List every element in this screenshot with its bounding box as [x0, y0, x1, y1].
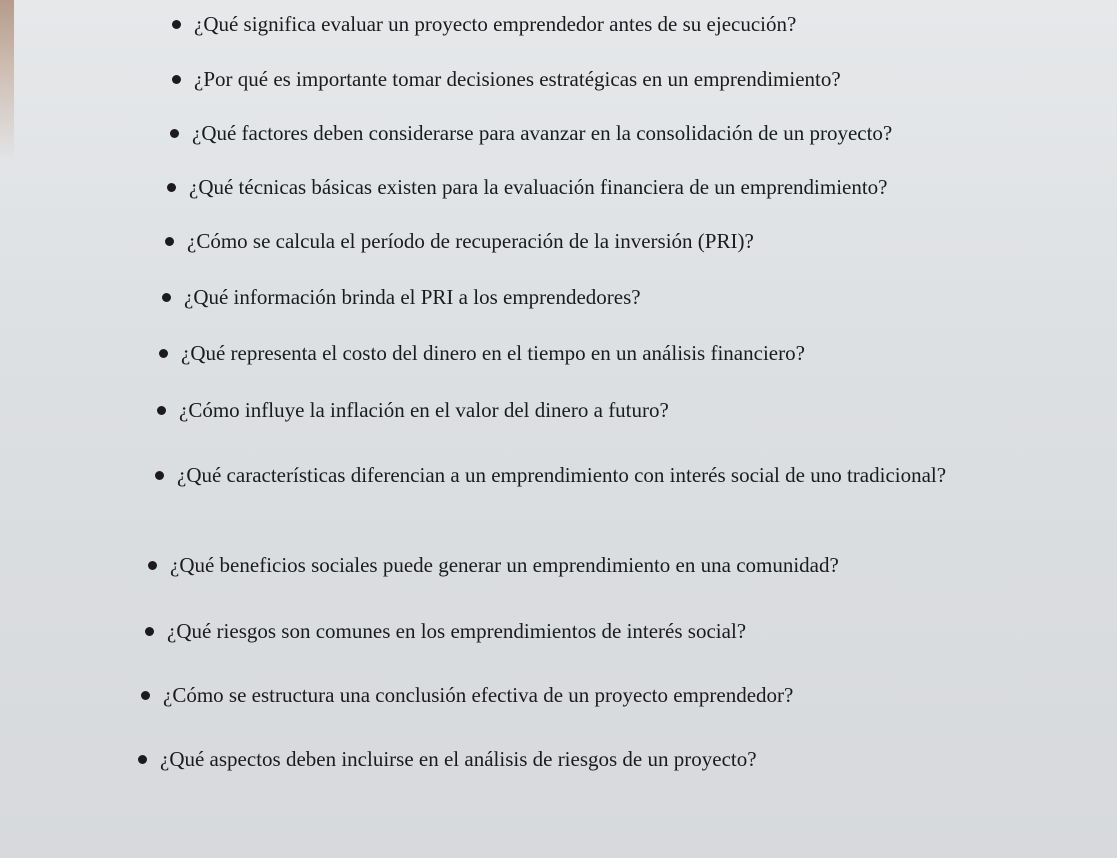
question-text: ¿Qué aspectos deben incluirse en el análisis de riesgos de un proyecto?	[160, 747, 757, 771]
question-text: ¿Qué técnicas básicas existen para la evaluación financiera de un emprendimiento?	[189, 175, 888, 199]
page-edge-shadow	[0, 0, 14, 160]
question-item	[141, 683, 793, 707]
question-text: ¿Qué representa el costo del dinero en el tiempo en un análisis financiero?	[181, 341, 805, 365]
bullet-dot-icon	[159, 349, 168, 358]
question-item	[162, 285, 641, 309]
bullet-dot-icon	[172, 75, 181, 84]
question-item	[172, 12, 796, 36]
bullet-dot-icon	[155, 471, 164, 480]
bullet-dot-icon	[138, 755, 147, 764]
question-text: ¿Cómo se estructura una conclusión efectiva de un proyecto emprendedor?	[163, 683, 794, 707]
question-item	[165, 229, 754, 253]
bullet-dot-icon	[141, 691, 150, 700]
question-text: ¿Qué riesgos son comunes en los emprendimientos de interés social?	[167, 619, 747, 643]
question-item	[172, 67, 841, 91]
question-text: ¿Qué características diferencian a un emprendimiento con interés social de uno tradicional?	[177, 463, 947, 487]
bullet-dot-icon	[148, 561, 157, 570]
question-item	[148, 553, 839, 577]
question-item	[145, 619, 746, 643]
question-item	[138, 747, 757, 771]
question-text: ¿Qué información brinda el PRI a los emprendedores?	[184, 285, 641, 309]
bullet-dot-icon	[145, 627, 154, 636]
question-text: ¿Qué factores deben considerarse para avanzar en la consolidación de un proyecto?	[192, 121, 893, 145]
question-text: ¿Qué significa evaluar un proyecto emprendedor antes de su ejecución?	[194, 12, 797, 36]
bullet-dot-icon	[172, 20, 181, 29]
bullet-dot-icon	[165, 237, 174, 246]
question-text: ¿Por qué es importante tomar decisiones estratégicas en un emprendimiento?	[194, 67, 841, 91]
question-item	[157, 398, 669, 422]
question-text: ¿Qué beneficios sociales puede generar un emprendimiento en una comunidad?	[170, 553, 839, 577]
bullet-dot-icon	[170, 129, 179, 138]
question-item	[159, 341, 805, 365]
question-text: ¿Cómo influye la inflación en el valor del dinero a futuro?	[179, 398, 669, 422]
question-text: ¿Cómo se calcula el período de recuperación de la inversión (PRI)?	[187, 229, 754, 253]
question-item	[143, 460, 1023, 491]
question-item	[170, 121, 892, 145]
bullet-dot-icon	[162, 293, 171, 302]
bullet-dot-icon	[157, 406, 166, 415]
bullet-dot-icon	[167, 183, 176, 192]
question-item	[167, 175, 888, 199]
